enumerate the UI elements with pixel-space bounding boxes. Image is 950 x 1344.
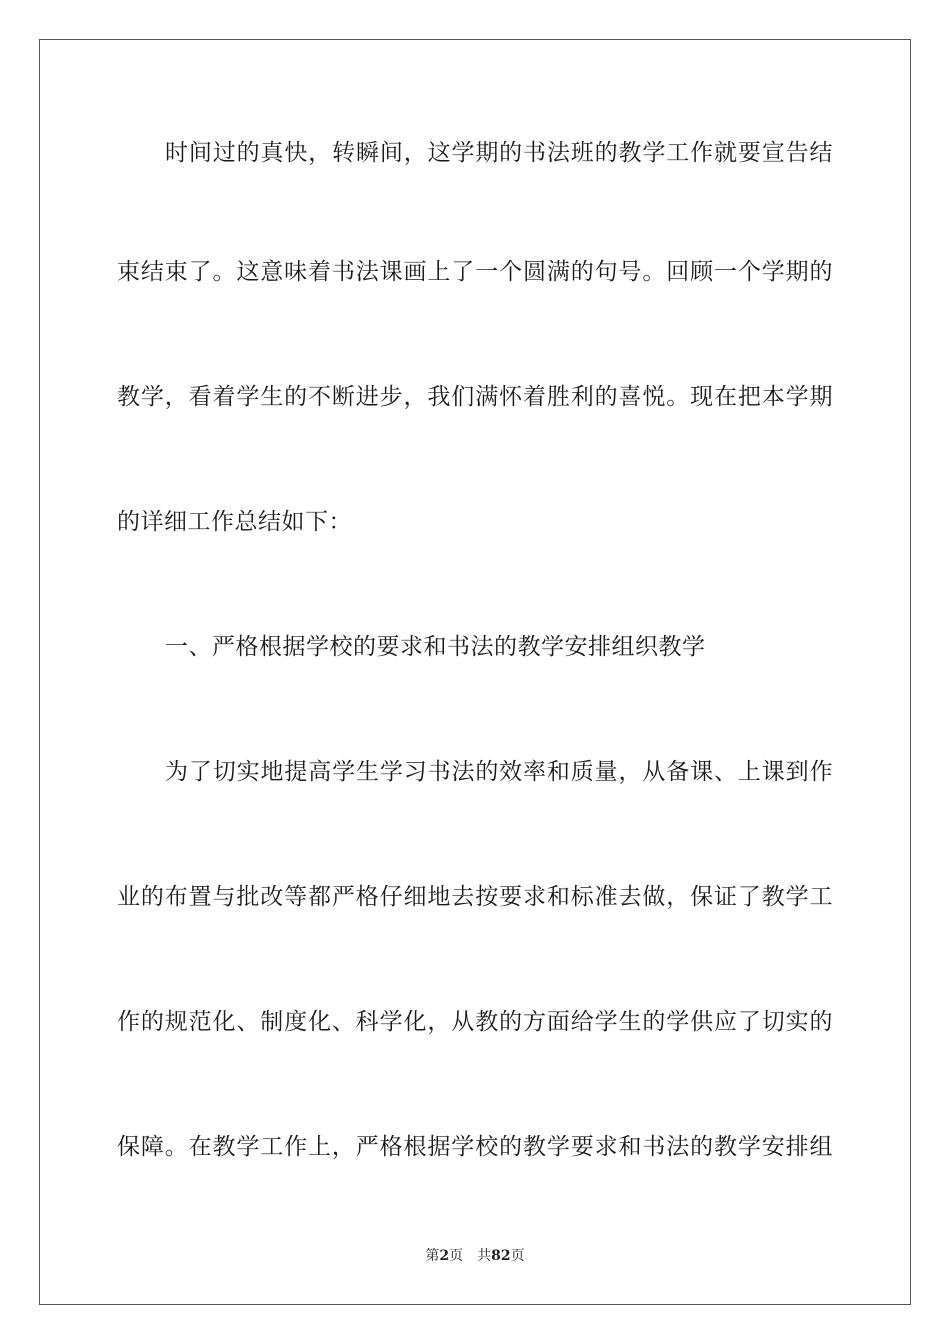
text-line-9: 保障。在教学工作上，严格根据学校的教学要求和书法的教学安排组 [117,1134,833,1160]
footer-total-suffix: 页 [510,1248,525,1264]
page-footer [0,1247,950,1265]
text-line-3: 教学，看着学生的不断进步，我们满怀着胜利的喜悦。现在把本学期 [117,384,833,410]
page-border [39,39,911,1305]
text-line-1: 时间过的真快，转瞬间，这学期的书法班的教学工作就要宣告结 [165,140,833,166]
footer-page-prefix: 第 [425,1248,440,1264]
footer-total-prefix: 共 [477,1248,492,1264]
footer-page-suffix: 页 [449,1248,464,1264]
footer-page-number: 2 [439,1248,450,1264]
footer-total-number: 82 [491,1248,511,1264]
text-line-7: 业的布置与批改等都严格仔细地去按要求和标准去做，保证了教学工 [117,884,833,910]
text-line-4: 的详细工作总结如下： [117,509,352,535]
text-line-6: 为了切实地提高学生学习书法的效率和质量，从备课、上课到作 [165,759,833,785]
text-line-2: 束结束了。这意味着书法课画上了一个圆满的句号。回顾一个学期的 [117,259,833,285]
section-heading-1: 一、严格根据学校的要求和书法的教学安排组织教学 [165,634,706,660]
text-line-8: 作的规范化、制度化、科学化，从教的方面给学生的学供应了切实的 [117,1009,833,1035]
